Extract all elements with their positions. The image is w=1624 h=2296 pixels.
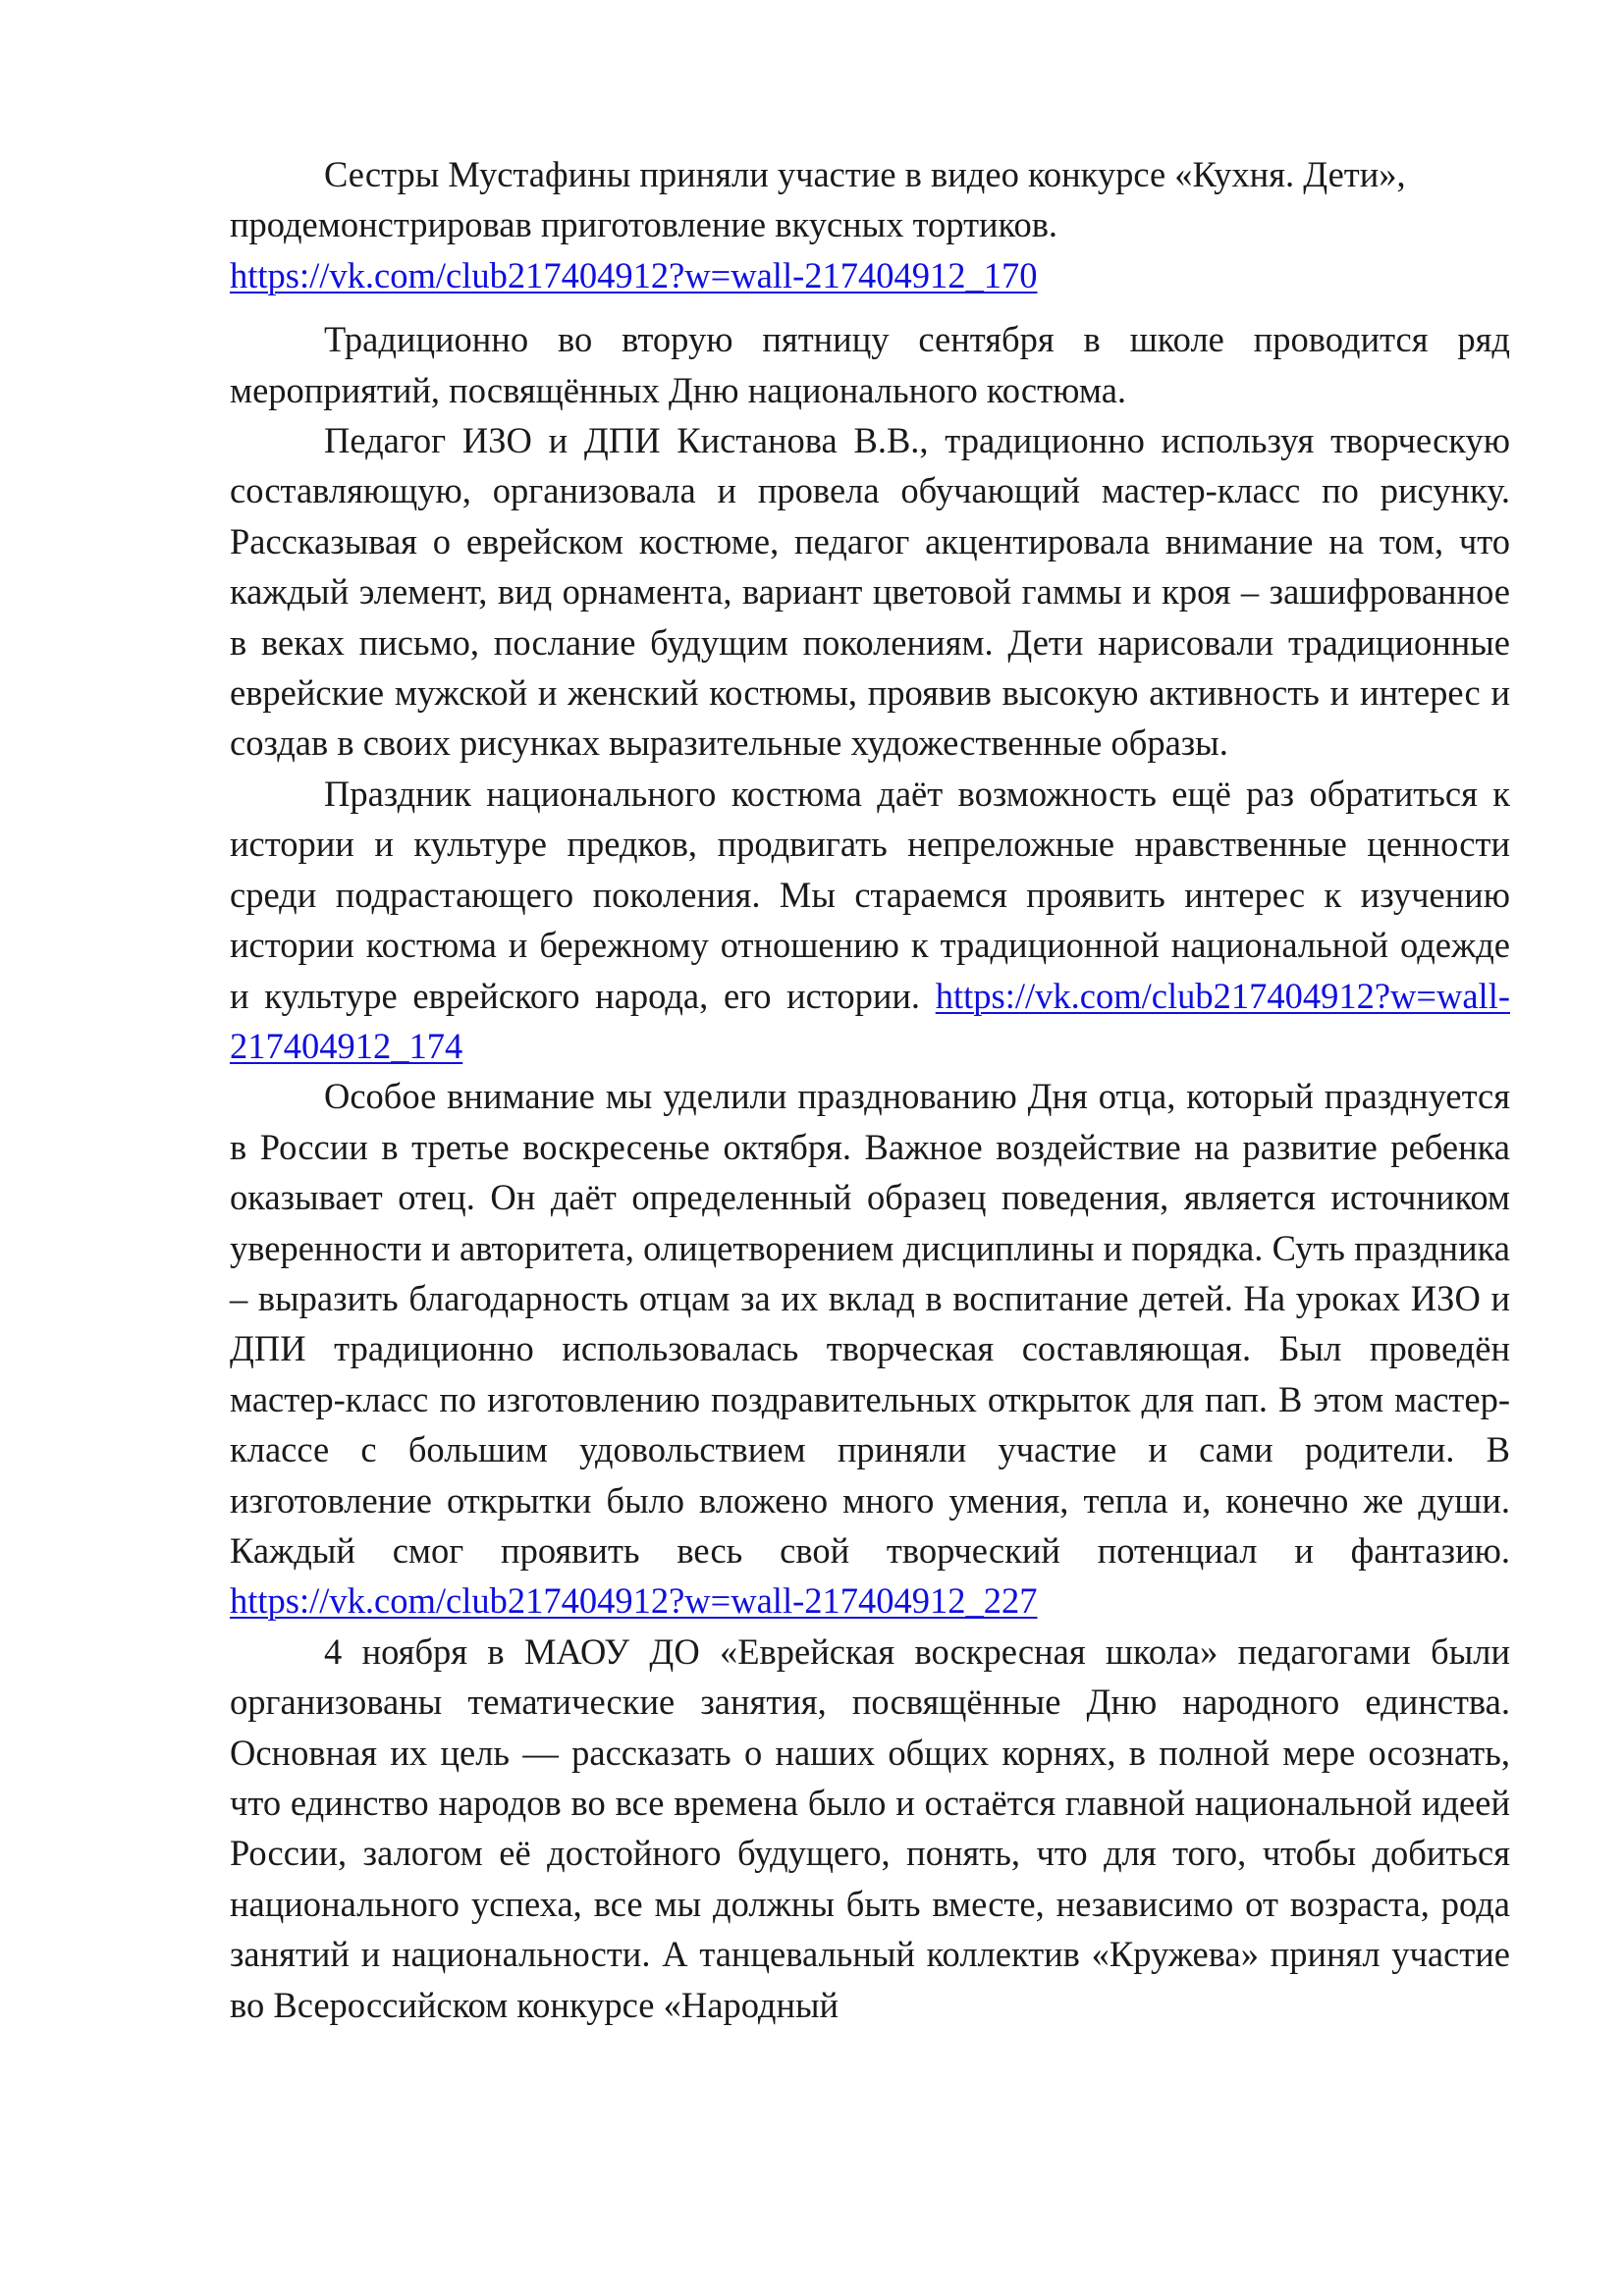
paragraph-costume-day — [230, 314, 1510, 415]
paragraph-text: Особое внимание мы уделили празднованию Дня отца, который празднуется в России в третье воскресенье октября. Важное воздействие на развитие ребенка оказывает отец. Он даёт определенный образец поведения, является источником уверенности и авторитета, олицетворением дисциплины и порядка. Суть праздника – выразить благодарность отцам за их вклад в воспитание детей. На уроках ИЗО и ДПИ традиционно использовалась творческая составляющая. Был проведён мастер-класс по изготовлению поздравительных открыток для пап. В этом мастер-классе с большим удовольствием приняли участие и сами родители. В изготовление открытки было вложено много умения, тепла и, конечно же души. Каждый смог проявить весь свой творческий потенциал и фантазию. — [230, 1076, 1510, 1571]
vk-link-227[interactable]: https://vk.com/club217404912?w=wall-217404912_227 — [230, 1580, 1038, 1622]
paragraph-text: Сестры Мустафины приняли участие в видео конкурсе «Кухня. Дети», продемонстрировав приготовление вкусных тортиков. — [230, 154, 1406, 245]
vk-link-170[interactable]: https://vk.com/club217404912?w=wall-217404912_170 — [230, 254, 1038, 295]
paragraph-text: Традиционно во вторую пятницу сентября в школе проводится ряд мероприятий, посвящённых Дню национального костюма. — [230, 319, 1510, 410]
paragraph-text: Праздник национального костюма даёт возможность ещё раз обратиться к истории и культуре предков, продвигать непреложные нравственные ценности среди подрастающего поколения. Мы стараемся проявить интерес к изучению истории костюма и бережному отношению к традиционной национальной одежде и культуре еврейского народа, его истории. — [230, 773, 1510, 1016]
paragraph-costume-holiday — [230, 769, 1510, 1071]
vk-link-174[interactable]: https://vk.com/club217404912?w=wall-217404912_174 — [230, 975, 1510, 1066]
paragraph-mustafiny — [230, 149, 1510, 300]
paragraph-text: Педагог ИЗО и ДПИ Кистанова В.В., традиционно используя творческую составляющую, организовала и провела обучающий мастер-класс по рисунку. Рассказывая о еврейском костюме, педагог акцентировала внимание на том, что каждый элемент, вид орнамента, вариант цветовой гаммы и кроя – зашифрованное в веках письмо, послание будущим поколениям. Дети нарисовали традиционные еврейские мужской и женский костюмы, проявив высокую активность и интерес и создав в своих рисунках выразительные художественные образы. — [230, 420, 1510, 764]
paragraph-unity-day — [230, 1627, 1510, 2030]
paragraph-fathers-day — [230, 1071, 1510, 1626]
paragraph-text: 4 ноября в МАОУ ДО «Еврейская воскресная школа» педагогами были организованы тематические занятия, посвящённые Дню народного единства. Основная их цель — рассказать о наших общих корнях, в полной мере осознать, что единство народов во все времена было и остаётся главной национальной идеей России, залогом её достойного будущего, понять, что для того, чтобы добиться национального успеха, все мы должны быть вместе, независимо от возраста, рода занятий и национальности. А танцевальный коллектив «Кружева» принял участие во Всероссийском конкурсе «Народный — [230, 1630, 1510, 2025]
paragraph-master-class-drawing — [230, 415, 1510, 769]
document-body — [230, 149, 1510, 2030]
